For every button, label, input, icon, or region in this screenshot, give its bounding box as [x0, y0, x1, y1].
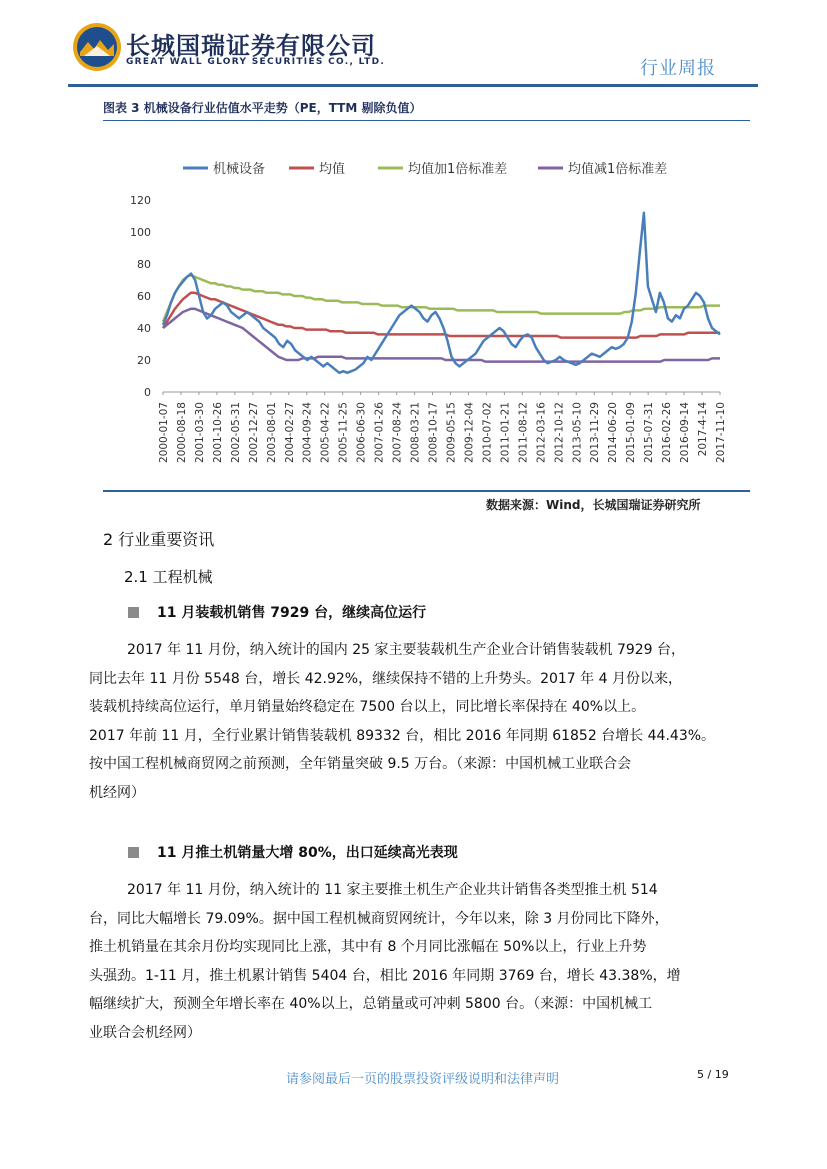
x-tick-label: 2008-03-21	[409, 402, 422, 464]
report-type-label: 行业周报	[640, 58, 716, 79]
paragraph-line: 2017 年前 11 月，全行业累计销售装载机 89332 台，相比 2016 年同期 61852 台增长 44.43%。	[89, 727, 716, 744]
figure-bottom-rule	[103, 490, 750, 492]
header-divider	[68, 84, 758, 87]
news-body-loader	[89, 636, 741, 807]
x-tick-label: 2009-05-15	[445, 402, 458, 464]
legend-label-0: 机械设备	[213, 162, 266, 177]
news-body-bulldozer	[89, 876, 741, 1047]
subsection-heading: 2.1 工程机械	[124, 568, 213, 586]
x-tick-label: 2013-05-10	[571, 402, 584, 464]
section-heading: 2 行业重要资讯	[103, 530, 215, 549]
paragraph-line: 按中国工程机械商贸网之前预测，全年销量突破 9.5 万台。（来源：中国机械工业联合会	[89, 756, 632, 772]
x-tick-label: 2011-08-12	[517, 402, 530, 464]
x-tick-label: 2013-11-29	[589, 402, 602, 464]
series-line-0	[163, 213, 720, 373]
company-name-cn: 长城国瑞证券有限公司	[126, 32, 376, 60]
disclaimer-note: 请参阅最后一页的股票投资评级说明和法律声明	[286, 1072, 560, 1087]
figure-source: 数据来源：Wind，长城国瑞证券研究所	[486, 498, 701, 512]
paragraph-line: 幅继续扩大，预测全年增长率在 40%以上，总销量或可冲刺 5800 台。（来源：中国机械工	[89, 996, 653, 1012]
x-tick-label: 2003-08-01	[265, 402, 278, 464]
legend-label-1: 均值	[319, 162, 346, 177]
y-tick-label: 100	[130, 226, 151, 239]
news-title-text: 11 月装载机销售 7929 台，继续高位运行	[157, 605, 427, 621]
paragraph-line: 同比去年 11 月份 5548 台，增长 42.92%，继续保持不错的上升势头。2017 年 4 月份以来，	[89, 670, 682, 687]
y-tick-label: 20	[137, 354, 151, 367]
x-tick-label: 2000-08-18	[175, 402, 188, 464]
news-title-loader	[128, 602, 426, 622]
x-tick-label: 2010-07-02	[481, 402, 494, 464]
x-tick-label: 2016-09-14	[679, 402, 692, 464]
company-name-en: GREAT WALL GLORY SECURITIES CO., LTD.	[126, 57, 386, 67]
news-title-bulldozer	[128, 842, 458, 862]
x-tick-label: 2001-10-26	[211, 402, 224, 464]
x-tick-label: 2015-07-31	[643, 402, 656, 464]
x-tick-label: 2004-09-24	[301, 402, 314, 464]
paragraph-line: 头强劲。1-11 月，推土机累计销售 5404 台，相比 2016 年同期 3769 台，增长 43.38%，增	[89, 967, 681, 984]
x-tick-label: 2009-12-04	[463, 402, 476, 464]
x-tick-label: 2002-05-31	[229, 402, 242, 464]
paragraph-line: 装载机持续高位运行，单月销量始终稳定在 7500 台以上，同比增长率保持在 40%以上。	[89, 699, 646, 715]
paragraph-line: 2017 年 11 月份，纳入统计的 11 家主要推土机生产企业共计销售各类型推土机 514	[127, 882, 658, 898]
company-logo	[72, 22, 122, 72]
x-tick-label: 2016-02-26	[661, 402, 674, 464]
x-tick-label: 2006-06-30	[355, 402, 368, 464]
y-tick-label: 80	[137, 258, 151, 271]
y-tick-label: 120	[130, 194, 151, 207]
x-tick-label: 2012-03-16	[535, 402, 548, 464]
legend-label-2: 均值加1倍标准差	[408, 162, 508, 177]
paragraph-line: 推土机销量在其余月份均实现同比上涨，其中有 8 个月同比涨幅在 50%以上，行业上升势	[89, 939, 647, 955]
x-tick-label: 2017-11-10	[715, 402, 727, 464]
paragraph-line: 机经网）	[89, 784, 145, 801]
x-tick-label: 2001-03-30	[193, 402, 206, 464]
x-tick-label: 2005-04-22	[319, 402, 332, 464]
paragraph-line: 业联合会机经网）	[89, 1024, 201, 1041]
x-tick-label: 2007-08-24	[391, 402, 404, 464]
figure-top-rule	[103, 120, 750, 121]
x-tick-label: 2017-4-14	[697, 402, 710, 457]
x-tick-label: 2007-01-26	[373, 402, 386, 464]
pe-valuation-chart	[103, 152, 743, 487]
y-tick-label: 0	[144, 386, 151, 399]
figure-title: 图表 3 机械设备行业估值水平走势（PE，TTM 剔除负值）	[103, 101, 422, 115]
x-tick-label: 2014-06-20	[607, 402, 620, 464]
page-number: 5 / 19	[697, 1068, 729, 1081]
x-tick-label: 2002-12-27	[247, 402, 260, 464]
y-tick-label: 40	[137, 322, 151, 335]
x-tick-label: 2004-02-27	[283, 402, 296, 464]
paragraph-line: 2017 年 11 月份，纳入统计的国内 25 家主要装载机生产企业合计销售装载机 7929 台，	[127, 642, 686, 658]
x-tick-label: 2005-11-25	[337, 402, 350, 464]
legend-label-3: 均值减1倍标准差	[568, 162, 668, 177]
bullet-square-icon	[128, 607, 139, 618]
x-tick-label: 2012-10-12	[553, 401, 566, 464]
y-tick-label: 60	[137, 290, 151, 303]
bullet-square-icon	[128, 847, 139, 858]
x-tick-label: 2011-01-21	[499, 402, 512, 464]
x-tick-label: 2015-01-09	[625, 402, 638, 464]
news-title-text: 11 月推土机销量大增 80%，出口延续高光表现	[157, 845, 458, 861]
x-tick-label: 2000-01-07	[158, 402, 170, 464]
x-tick-label: 2008-10-17	[427, 402, 440, 464]
paragraph-line: 台，同比大幅增长 79.09%。据中国工程机械商贸网统计，今年以来，除 3 月份同比下降外，	[89, 910, 669, 927]
